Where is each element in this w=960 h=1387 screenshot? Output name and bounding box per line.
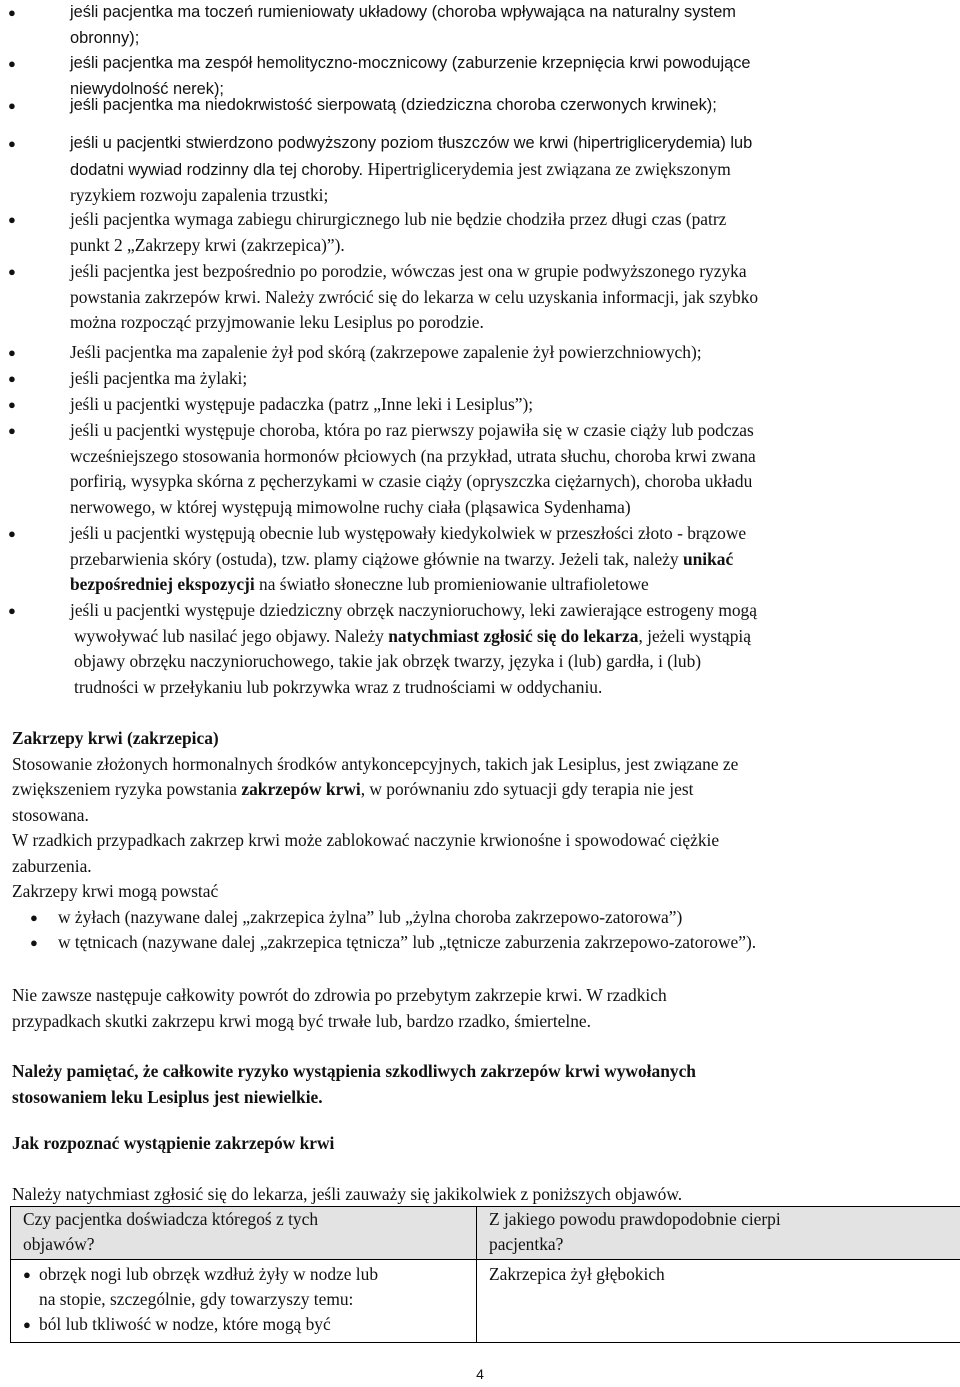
blood-clots-section — [12, 726, 957, 956]
text-line: Należy pamiętać, że całkowite ryzyko wystąpienia szkodliwych zakrzepów krwi wywołanych — [12, 1061, 696, 1081]
text-line — [70, 572, 960, 598]
bullet-icon: ● — [8, 397, 16, 412]
text-line: jeśli u pacjentki występuje choroba, która po raz pierwszy pojawiła się w czasie ciąży lub podczas — [70, 420, 754, 440]
text-fragment: , w porównaniu zdo sytuacji gdy terapia nie jest — [360, 779, 694, 799]
text-line: pacjentka? — [489, 1234, 564, 1254]
text-line: porfirią, wysypka skórna z pęcherzykami w czasie ciąży (opryszczka ciężarnych), choroba układu — [70, 471, 753, 491]
list-item — [8, 259, 960, 336]
list-item — [8, 392, 960, 418]
text-fragment: zwiększeniem ryzyka powstania — [12, 779, 242, 799]
bullet-icon: ● — [8, 371, 16, 386]
text-line: jeśli pacjentka ma niedokrwistość sierpowatą (dziedziczna choroba czerwonych krwinek); — [70, 96, 717, 114]
bullet-icon: ● — [23, 1317, 31, 1332]
text-line: jeśli pacjentka ma toczeń rumieniowaty układowy (choroba wpływająca na naturalny system — [70, 3, 736, 21]
text-fragment: , jeżeli wystąpią — [638, 625, 751, 646]
text-line: trudności w przełykaniu lub pokrzywka wraz z trudnościami w oddychaniu. — [74, 676, 603, 697]
page-number: 4 — [476, 1366, 484, 1382]
bullet-icon: ● — [8, 5, 16, 20]
text-fragment: na światło słoneczne lub promieniowanie ultrafioletowe — [254, 574, 649, 594]
emphasis-text: unikać — [682, 548, 734, 569]
section-heading: Zakrzepy krwi (zakrzepica) — [12, 728, 219, 748]
text-line: objawy obrzęku naczynioruchowego, takie jak obrzęk twarzy, języka i (lub) gardła, i (lub) — [74, 651, 702, 671]
text-line: stosowana. — [12, 804, 89, 825]
text-line: można rozpocząć przyjmowanie leku Lesiplus po porodzie. — [70, 312, 484, 332]
list-item — [8, 418, 960, 520]
list-item-text: jeśli pacjentka ma żylaki; — [70, 368, 248, 388]
symptom-list — [23, 1262, 476, 1337]
bullet-icon: ● — [8, 212, 16, 227]
list-item — [8, 207, 960, 258]
table-cell — [11, 1260, 477, 1343]
list-item-text — [70, 521, 960, 598]
text-line: jeśli u pacjentki występuje dziedziczny obrzęk naczynioruchowy, leki zawierające estrogeny mogą — [70, 600, 757, 620]
bullet-icon: ● — [8, 603, 16, 618]
text-line: jeśli pacjentka wymaga zabiegu chirurgicznego lub nie będzie chodziła przez długi czas (patrz — [70, 209, 727, 229]
emphasis-text: zakrzepów krwi — [241, 779, 361, 799]
list-item — [23, 1262, 476, 1312]
text-line: jeśli u pacjentki stwierdzono podwyższony poziom tłuszczów we krwi (hipertriglicerydemia) lub — [70, 134, 753, 152]
list-item-text — [70, 207, 960, 258]
text-line: stosowaniem leku Lesiplus jest niewielkie. — [12, 1086, 323, 1107]
diagnosis-text: Zakrzepica żył głębokich — [489, 1264, 665, 1284]
text-line: Z jakiego powodu prawdopodobnie cierpi — [489, 1209, 781, 1229]
list-item-text: jeśli u pacjentki występuje padaczka (patrz „Inne leki i Lesiplus”); — [70, 394, 534, 414]
list-item — [8, 340, 960, 366]
text-fragment: wywoływać lub nasilać jego objawy. Należy — [74, 625, 389, 646]
table-header-cell — [477, 1207, 960, 1260]
text-line: na stopie, szczególnie, gdy towarzyszy temu: — [39, 1289, 354, 1309]
paragraph: Zakrzepy krwi mogą powstać — [12, 881, 219, 901]
list-item-text — [70, 0, 960, 51]
paragraph — [12, 828, 957, 879]
list-item-text — [70, 131, 960, 209]
paragraph — [12, 752, 957, 829]
text-line: jeśli pacjentka jest bezpośrednio po porodzie, wówczas jest ona w grupie podwyższonego ryzyka — [70, 261, 747, 281]
list-item-text: w żyłach (nazywane dalej „zakrzepica żylna” lub „żylna choroba zakrzepowo-zatorowa”) — [58, 906, 683, 927]
text-fragment: Hipertriglicerydemia jest związana ze zwiększonym — [367, 158, 731, 179]
list-item — [8, 598, 960, 700]
text-line: Stosowanie złożonych hormonalnych środków antykoncepcyjnych, takich jak Lesiplus, jest związane ze — [12, 753, 739, 774]
bullet-icon: ● — [30, 909, 38, 925]
list-item-text — [70, 598, 960, 700]
list-item — [0, 930, 957, 956]
section-heading: Jak rozpoznać wystąpienie zakrzepów krwi — [12, 1133, 335, 1153]
paragraph — [12, 983, 957, 1034]
text-line — [12, 777, 957, 803]
text-line: Nie zawsze następuje całkowity powrót do zdrowia po przebytym zakrzepie krwi. W rzadkich — [12, 985, 667, 1005]
bullet-icon: ● — [8, 526, 16, 541]
bullet-icon: ● — [8, 98, 16, 113]
bullet-icon: ● — [8, 345, 16, 360]
list-item — [8, 0, 960, 51]
emphasis-text: bezpośredniej ekspozycji — [70, 574, 255, 594]
bullet-icon: ● — [8, 264, 16, 279]
text-line: objawów? — [23, 1234, 95, 1254]
text-line: powstania zakrzepów krwi. Należy zwrócić się do lekarza w celu uzyskania informacji, jak szybko — [70, 286, 759, 307]
list-item-text — [70, 259, 960, 336]
text-line: zaburzenia. — [12, 855, 92, 876]
text-line: wcześniejszego stosowania hormonów płciowych (na przykład, utrata słuchu, choroba krwi zwana — [70, 445, 756, 466]
bullet-icon: ● — [30, 935, 38, 950]
important-note — [12, 1059, 957, 1110]
list-item-text — [70, 93, 960, 119]
text-line — [70, 624, 960, 650]
bullet-icon: ● — [23, 1267, 31, 1282]
text-line: obrzęk nogi lub obrzęk wzdłuż żyły w nodze lub — [39, 1264, 379, 1284]
table-row — [11, 1260, 960, 1343]
table-header-row — [11, 1207, 960, 1260]
text-line: ryzykiem rozwoju zapalenia trzustki; — [70, 185, 329, 205]
text-line: W rzadkich przypadkach zakrzep krwi może zablokować naczynie krwionośne i spowodować ciężkie — [12, 830, 720, 850]
text-fragment: przebarwienia skóry (ostuda), tzw. plamy ciążowe głównie na twarzy. Jeżeli tak, należy — [70, 548, 683, 569]
paragraph: Należy natychmiast zgłosić się do lekarza, jeśli zauważy się jakikolwiek z poniższych objawów. — [12, 1184, 683, 1204]
text-line: przypadkach skutki zakrzepu krwi mogą być trwałe lub, bardzo rzadko, śmiertelne. — [12, 1010, 591, 1031]
list-item-text — [70, 418, 960, 520]
text-line: obronny); — [70, 28, 140, 47]
text-line: jeśli u pacjentki występują obecnie lub występowały kiedykolwiek w przeszłości złoto - brązowe — [70, 523, 747, 543]
text-line: Czy pacjentka doświadcza któregoś z tych — [23, 1209, 319, 1229]
text-line — [70, 547, 960, 573]
text-line: jeśli pacjentka ma zespół hemolityczno-mocznicowy (zaburzenie krzepnięcia krwi powodujące — [70, 54, 751, 72]
text-line: niewydolność nerek); — [70, 79, 224, 98]
table-cell — [477, 1260, 960, 1343]
emphasis-text: natychmiast zgłosić się do lekarza — [388, 625, 639, 646]
list-item — [8, 366, 960, 392]
symptoms-table — [10, 1206, 960, 1343]
bullet-icon: ● — [8, 56, 16, 71]
text-fragment: dodatni wywiad rodzinny dla tej choroby. — [70, 160, 364, 179]
text-line: punkt 2 „Zakrzepy krwi (zakrzepica)”). — [70, 234, 345, 255]
list-item — [23, 1312, 476, 1337]
text-line: ból lub tkliwość w nodze, które mogą być — [39, 1314, 331, 1334]
text-line — [70, 157, 960, 184]
list-item-text: Jeśli pacjentka ma zapalenie żył pod skórą (zakrzepowe zapalenie żył powierzchniowych); — [70, 342, 702, 362]
clot-types-list — [0, 905, 957, 956]
table-header-cell — [11, 1207, 477, 1260]
list-item-text: w tętnicach (nazywane dalej „zakrzepica tętnicza” lub „tętnicze zaburzenia zakrzepowo-zatorowe”). — [58, 932, 757, 952]
list-item — [8, 131, 960, 209]
bullet-icon: ● — [8, 136, 16, 151]
list-item — [8, 521, 960, 598]
bullet-icon: ● — [8, 423, 16, 438]
text-line: nerwowego, w której występują mimowolne ruchy ciała (pląsawica Sydenhama) — [70, 496, 631, 517]
list-item — [0, 905, 957, 931]
list-item — [8, 93, 960, 119]
